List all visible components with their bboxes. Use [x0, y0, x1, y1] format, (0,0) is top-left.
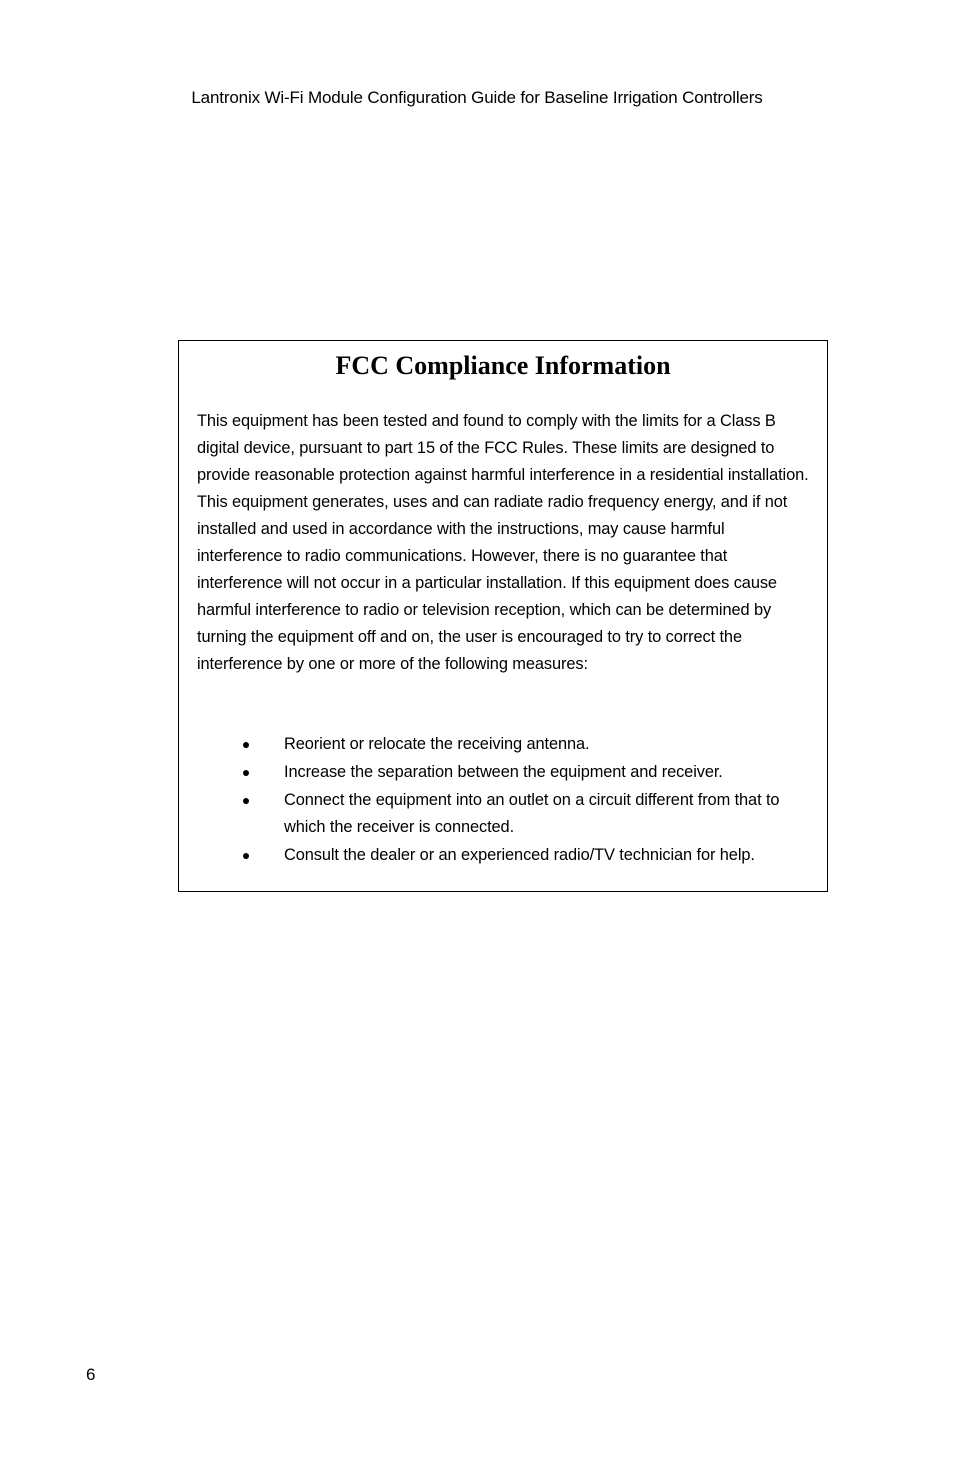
fcc-title: FCC Compliance Information	[335, 351, 671, 380]
measure-text: Connect the equipment into an outlet on a circuit different from that to which the receiver is connected.	[284, 791, 780, 836]
bullet-icon	[240, 759, 252, 786]
fcc-paragraph: This equipment has been tested and found to comply with the limits for a Class B digital device, pursuant to part 15 of the FCC Rules. These limits are designed to provide reasonable protection against harmful interference in a residential installation. This equipment generates, uses and can radiate radio frequency energy, and if not installed and used in accordance with the instructions, may cause harmful interference to radio communications. However, there is no guarantee that interference will not occur in a particular installation. If this equipment does cause harmful interference to radio or television reception, which can be determined by turning the equipment off and on, the user is encouraged to try to correct the interference by one or more of the following measures:	[197, 412, 809, 673]
list-item	[179, 842, 829, 869]
running-header: Lantronix Wi-Fi Module Configuration Guide for Baseline Irrigation Controllers	[191, 88, 763, 107]
measure-text: Reorient or relocate the receiving antenna.	[284, 735, 590, 753]
measure-text: Consult the dealer or an experienced radio/TV technician for help.	[284, 846, 755, 864]
bullet-icon	[240, 842, 252, 869]
list-item	[179, 731, 829, 758]
page-number: 6	[86, 1365, 96, 1384]
fcc-compliance-box	[178, 340, 828, 892]
measure-text: Increase the separation between the equipment and receiver.	[284, 763, 723, 781]
fcc-measures-list	[179, 731, 829, 870]
bullet-icon	[240, 787, 252, 814]
list-item	[179, 787, 829, 841]
bullet-icon	[240, 731, 252, 758]
list-item	[179, 759, 829, 786]
